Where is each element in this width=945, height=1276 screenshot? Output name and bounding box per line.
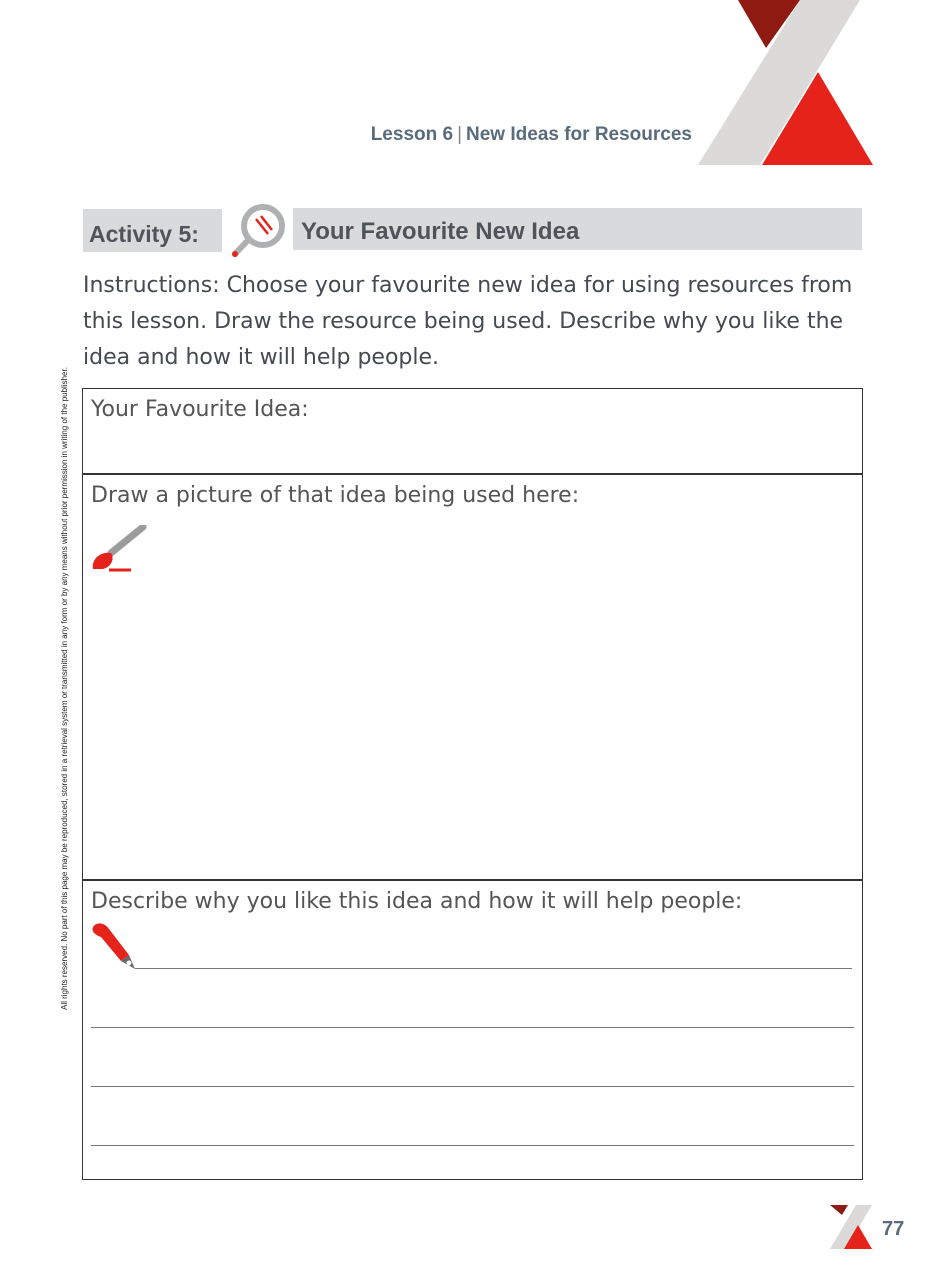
writing-line[interactable] — [135, 968, 852, 969]
activity-title: Your Favourite New Idea — [293, 208, 862, 250]
corner-decoration — [690, 0, 880, 170]
favourite-idea-label: Your Favourite Idea: — [91, 397, 309, 422]
header-separator: | — [457, 124, 463, 145]
drawing-area[interactable] — [82, 473, 863, 880]
writing-line[interactable] — [91, 1086, 854, 1087]
paintbrush-icon — [89, 525, 147, 575]
copyright-notice: All rights reserved. No part of this page may be reproduced, stored in a retrieval system or transmitted in any form or by any means without prior permission in writing of the publisher. — [60, 367, 69, 1010]
activity-label: Activity 5: — [83, 209, 222, 252]
instructions-text: Instructions: Choose your favourite new idea for using resources from this lesson. Draw the resource being used. Describe why you like the idea and how it will help people. — [83, 273, 853, 370]
lesson-header — [371, 124, 692, 146]
brand-logo-icon — [826, 1203, 874, 1251]
writing-line[interactable] — [91, 1145, 854, 1146]
magnifier-icon — [228, 202, 288, 260]
writing-line[interactable] — [91, 1027, 854, 1028]
lesson-subtitle: New Ideas for Resources — [466, 124, 692, 145]
lesson-number: Lesson 6 — [370, 124, 454, 145]
describe-label: Describe why you like this idea and how it will help people: — [91, 889, 743, 914]
draw-label: Draw a picture of that idea being used here: — [91, 483, 580, 508]
pen-icon — [89, 921, 139, 973]
page-number: 77 — [882, 1218, 905, 1240]
favourite-idea-box[interactable] — [82, 388, 863, 474]
description-area[interactable] — [82, 879, 863, 1180]
